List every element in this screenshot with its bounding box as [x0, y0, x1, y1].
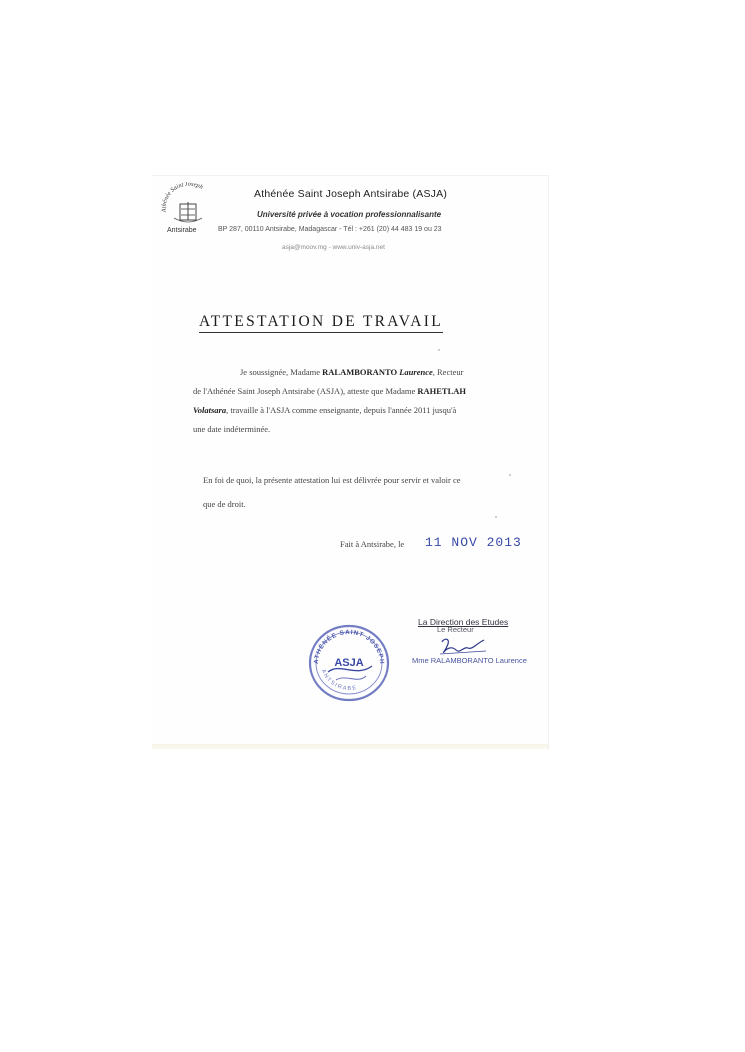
svg-text:ANTSIRABE — [320, 669, 358, 692]
scan-speck — [495, 516, 497, 518]
scan-speck — [509, 474, 511, 476]
para1-text: , travaille à l'ASJA comme enseignante, depuis l'année 2011 jusqu'à — [226, 405, 457, 415]
rector-surname: RALAMBORANTO — [322, 367, 398, 377]
para1-line1 — [240, 363, 463, 382]
signatory-name: Mme RALAMBORANTO Laurence — [412, 656, 527, 665]
para2-line1: En foi de quoi, la présente attestation lui est délivrée pour servir et valoir ce — [203, 475, 461, 485]
institution-name: Athénée Saint Joseph Antsirabe (ASJA) — [254, 188, 448, 200]
date-stamp: 11 NOV 2013 — [425, 535, 522, 550]
document-title: ATTESTATION DE TRAVAIL — [199, 313, 443, 333]
employee-firstname: Volatsara — [193, 405, 227, 415]
asja-logo-icon — [160, 182, 218, 226]
seal-top-text: ATHÉNÉE SAINT JOSEPH — [312, 628, 386, 665]
institution-contact: asja@moov.mg - www.univ-asja.net — [282, 244, 385, 251]
rector-firstname: Laurence — [399, 367, 433, 377]
official-seal-icon — [306, 622, 392, 704]
place-label: Fait à Antsirabe, le — [340, 539, 405, 549]
employee-surname: RAHETLAH — [417, 386, 467, 396]
para1-line2 — [193, 382, 466, 401]
para1-text: Je soussignée, Madame — [240, 367, 323, 377]
seal-bottom-text: ANTSIRABE — [319, 668, 359, 692]
para1-line3 — [193, 401, 456, 420]
institution-subtitle: Université privée à vocation professionnalisante — [257, 210, 442, 219]
institution-address: BP 287, 00110 Antsirabe, Madagascar - Tél : +261 (20) 44 483 19 ou 23 — [218, 226, 442, 233]
logo-caption: Antsirabe — [167, 227, 197, 234]
signature-role-rector: Le Recteur — [437, 625, 474, 634]
seal-center-text: ASJA — [334, 657, 364, 669]
scan-speck — [438, 349, 440, 351]
para1-text: de l'Athénée Saint Joseph Antsirabe (ASJA), atteste que Madame — [193, 386, 418, 396]
scan-bottom-edge — [152, 744, 548, 749]
signature-role-directorate: La Direction des Etudes — [418, 617, 509, 627]
handwritten-signature-icon — [438, 636, 488, 658]
para2-line2: que de droit. — [203, 499, 246, 509]
para1-text: , Recteur — [432, 367, 464, 377]
para1-line4: une date indéterminée. — [193, 424, 271, 434]
logo-arc-text: Athénée Saint Joseph — [160, 182, 205, 213]
